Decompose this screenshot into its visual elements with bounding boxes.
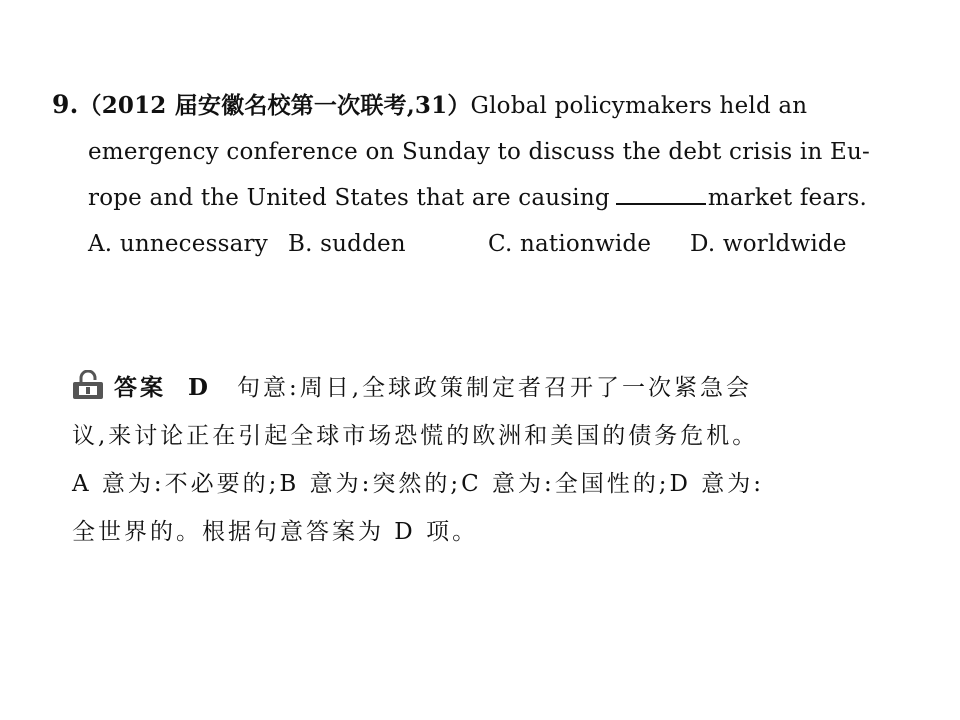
option-a: A. unnecessary (88, 231, 268, 257)
lock-icon (72, 369, 104, 399)
answer-explanation-line-4: 全世界的。根据句意答案为 D 项。 (72, 519, 479, 545)
answer-explanation-line-2: 议,来讨论正在引起全球市场恐慌的欧洲和美国的债务危机。 (72, 423, 759, 449)
question-text-before-blank: rope and the United States that are causing (88, 185, 610, 211)
question-text-after-blank: market fears. (707, 185, 867, 211)
question-block (52, 82, 912, 267)
answer-explanation-line-3: A 意为:不必要的;B 意为:突然的;C 意为:全国性的;D 意为: (72, 471, 765, 497)
answer-blank (616, 185, 706, 205)
answer-label: 答案 (114, 374, 166, 401)
answer-block (72, 364, 902, 556)
question-line-3 (52, 175, 912, 221)
answer-explanation-line-1: 句意:周日,全球政策制定者召开了一次紧急会 (236, 375, 753, 401)
option-d: D. worldwide (690, 231, 847, 257)
question-source: （2012 届安徽名校第一次联考,31） (78, 92, 471, 119)
question-number: 9. (52, 90, 79, 119)
option-c: C. nationwide (488, 231, 652, 257)
question-line-1 (52, 82, 912, 129)
answer-line-1 (72, 364, 902, 412)
question-text-line-1: Global policymakers held an (470, 93, 808, 119)
question-line-2: emergency conference on Sunday to discuss the debt crisis in Eu- (88, 139, 870, 165)
option-b: B. sudden (288, 231, 406, 257)
answer-letter: D (188, 374, 211, 401)
options-row (52, 221, 912, 267)
